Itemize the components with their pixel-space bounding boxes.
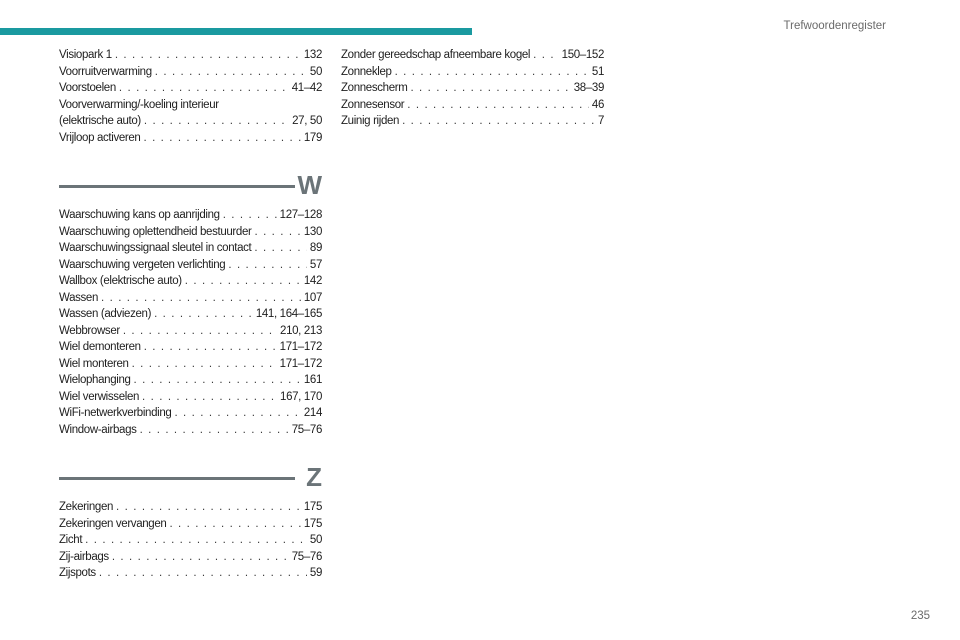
section-letter: Z — [306, 462, 322, 492]
entry-pages: 89 — [309, 242, 322, 254]
entry-pages: 142 — [303, 275, 322, 287]
index-entry — [59, 534, 322, 551]
entry-pages: 107 — [303, 291, 322, 304]
entry-pages: 38–39 — [573, 82, 604, 94]
section-rule — [59, 185, 295, 188]
entry-pages: 7 — [597, 115, 604, 127]
index-column-z — [59, 501, 322, 584]
index-entry — [59, 391, 322, 408]
entry-pages: 150–152 — [561, 49, 604, 61]
entry-pages: 175 — [303, 517, 322, 530]
entry-label: Waarschuwing kans op aanrijding — [59, 209, 220, 221]
index-entry — [341, 82, 604, 99]
index-entry — [59, 567, 322, 584]
index-entry — [59, 82, 322, 99]
entry-pages: 210, 213 — [280, 324, 322, 337]
entry-pages: 179 — [303, 131, 322, 144]
entry-pages: 27, 50 — [292, 115, 322, 127]
entry-label: Zijspots — [59, 567, 96, 579]
section-rule — [59, 477, 295, 480]
entry-label: Visiopark 1 — [59, 49, 112, 61]
entry-label: Zonnesensor — [341, 98, 405, 111]
entry-label: Zekeringen — [59, 501, 114, 513]
entry-label: Zonnescherm — [341, 82, 408, 94]
entry-label: Wiel monteren — [59, 357, 129, 370]
entry-label: Vrijloop activeren — [59, 131, 141, 144]
index-entry — [59, 551, 322, 568]
entry-pages: 167, 170 — [280, 390, 322, 403]
entry-pages: 75–76 — [291, 550, 322, 563]
entry-pages: 132 — [303, 49, 322, 61]
index-entry — [59, 66, 322, 83]
index-entry — [59, 292, 322, 309]
index-entry — [59, 325, 322, 342]
index-entry — [341, 115, 604, 132]
entry-label: Wassen (adviezen) — [59, 308, 152, 320]
entry-pages: 141, 164–165 — [255, 308, 322, 320]
index-entry — [59, 49, 322, 66]
entry-pages: 175 — [303, 501, 322, 513]
index-entry — [59, 424, 322, 441]
entry-pages: 171–172 — [279, 341, 322, 353]
section-header-w — [59, 170, 322, 204]
index-entry — [59, 518, 322, 535]
index-entry — [59, 259, 322, 276]
entry-label: Zuinig rijden — [341, 115, 400, 127]
entry-pages: 171–172 — [279, 357, 322, 370]
entry-label: Wassen — [59, 291, 99, 304]
entry-pages: 130 — [303, 225, 322, 238]
entry-label: Zonder gereedschap afneembare kogel — [341, 49, 531, 61]
index-entry — [59, 132, 322, 149]
section-title: Trefwoordenregister — [783, 20, 886, 32]
entry-label: Zonneklep — [341, 65, 392, 78]
index-entry — [59, 209, 322, 226]
entry-label: WiFi-netwerkverbinding — [59, 407, 172, 419]
entry-label: Wielophanging — [59, 374, 131, 386]
index-entry — [59, 226, 322, 243]
index-entry — [341, 66, 604, 83]
entry-pages: 75–76 — [291, 423, 322, 436]
entry-label-line1: Voorverwarming/-koeling interieur — [59, 98, 219, 111]
entry-pages: 41–42 — [291, 82, 322, 94]
entry-pages: 46 — [591, 98, 604, 111]
entry-label: Webbrowser — [59, 324, 120, 337]
index-entry — [341, 49, 604, 66]
entry-pages: 214 — [303, 407, 322, 419]
entry-label: Window-airbags — [59, 423, 137, 436]
entry-label: Waarschuwing vergeten verlichting — [59, 258, 226, 271]
index-entry — [59, 374, 322, 391]
index-entry — [59, 275, 322, 292]
section-header-z — [59, 462, 322, 496]
index-entry — [341, 99, 604, 116]
entry-label: Zekeringen vervangen — [59, 517, 167, 530]
entry-pages: 51 — [591, 65, 604, 78]
entry-pages: 161 — [303, 374, 322, 386]
header-accent-bar — [0, 28, 472, 35]
entry-pages: 127–128 — [279, 209, 322, 221]
index-entry — [59, 242, 322, 259]
section-letter: W — [297, 170, 322, 200]
entry-label: Zij-airbags — [59, 550, 109, 563]
entry-pages: 50 — [309, 65, 322, 78]
index-entry — [59, 115, 322, 132]
entry-label: Waarschuwing oplettendheid bestuurder — [59, 225, 252, 238]
entry-pages: 59 — [309, 567, 322, 579]
entry-label: Wiel verwisselen — [59, 390, 140, 403]
entry-pages: 50 — [309, 534, 322, 546]
entry-label: Wiel demonteren — [59, 341, 141, 353]
index-entry — [59, 407, 322, 424]
entry-label: Wallbox (elektrische auto) — [59, 275, 182, 287]
entry-pages: 57 — [309, 258, 322, 271]
index-entry — [59, 501, 322, 518]
index-entry — [59, 308, 322, 325]
index-column-right — [341, 49, 604, 132]
entry-label: Voorstoelen — [59, 82, 116, 94]
entry-label: Waarschuwingssignaal sleutel in contact — [59, 242, 252, 254]
index-entry — [59, 341, 322, 358]
index-entry — [59, 358, 322, 375]
entry-label: (elektrische auto) — [59, 115, 141, 127]
page-number: 235 — [910, 610, 930, 622]
entry-label: Zicht — [59, 534, 83, 546]
entry-label: Voorruitverwarming — [59, 65, 152, 78]
index-column-w — [59, 209, 322, 440]
index-column-v — [59, 49, 322, 148]
